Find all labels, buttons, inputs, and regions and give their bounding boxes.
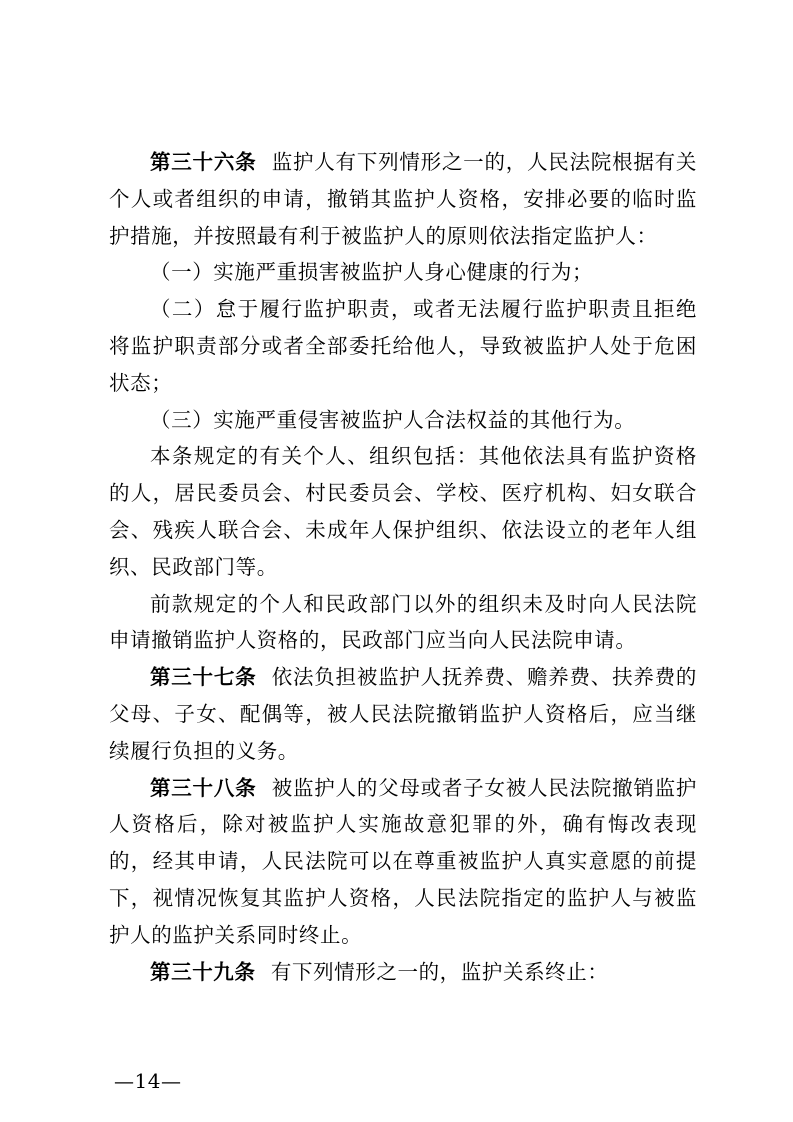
- paragraph-text: 被监护人的父母或者子女被人民法院撤销监护人资格后，除对被监护人实施故意犯罪的外，确有悔改表现的，经其申请，人民法院可以在尊重被监护人真实意愿的前提下，视情况恢复其监护人资格，人民法院指定的监护人与被监护人的监护关系同时终止。: [109, 775, 697, 947]
- clause-1-paragraph: [109, 254, 697, 291]
- article-number: 第三十六条: [150, 150, 257, 174]
- article-36-paragraph: [109, 144, 697, 254]
- article-number: 第三十七条: [150, 665, 257, 690]
- scope-paragraph: [109, 438, 697, 585]
- paragraph-text: （三）实施严重侵害被监护人合法权益的其他行为。: [150, 407, 636, 432]
- article-38-paragraph: [109, 770, 697, 954]
- page-number: —14—: [114, 1069, 182, 1093]
- article-37-paragraph: [109, 659, 697, 769]
- paragraph-text: 有下列情形之一的，监护关系终止：: [270, 959, 609, 984]
- paragraph-text: 前款规定的个人和民政部门以外的组织未及时向人民法院申请撤销监护人资格的，民政部门应当向人民法院申请。: [109, 591, 697, 653]
- paragraph-text: （一）实施严重损害被监护人身心健康的行为；: [150, 260, 594, 285]
- paragraph-text: （二）怠于履行监护职责，或者无法履行监护职责且拒绝将监护职责部分或者全部委托给他人，导致被监护人处于危困状态；: [109, 297, 697, 395]
- paragraph-text: 依法负担被监护人抚养费、赡养费、扶养费的父母、子女、配偶等，被人民法院撤销监护人资格后，应当继续履行负担的义务。: [109, 665, 697, 763]
- article-39-paragraph: [109, 954, 697, 991]
- article-number: 第三十八条: [150, 775, 257, 800]
- document-body: [109, 144, 697, 990]
- paragraph-text: 本条规定的有关个人、组织包括：其他依法具有监护资格的人，居民委员会、村民委员会、学校、医疗机构、妇女联合会、残疾人联合会、未成年人保护组织、依法设立的老年人组织、民政部门等。: [109, 444, 697, 579]
- clause-3-paragraph: [109, 402, 697, 439]
- civil-affairs-paragraph: [109, 586, 697, 660]
- paragraph-text: 监护人有下列情形之一的，人民法院根据有关个人或者组织的申请，撤销其监护人资格，安排必要的临时监护措施，并按照最有利于被监护人的原则依法指定监护人：: [109, 150, 697, 248]
- clause-2-paragraph: [109, 291, 697, 401]
- article-number: 第三十九条: [150, 959, 256, 984]
